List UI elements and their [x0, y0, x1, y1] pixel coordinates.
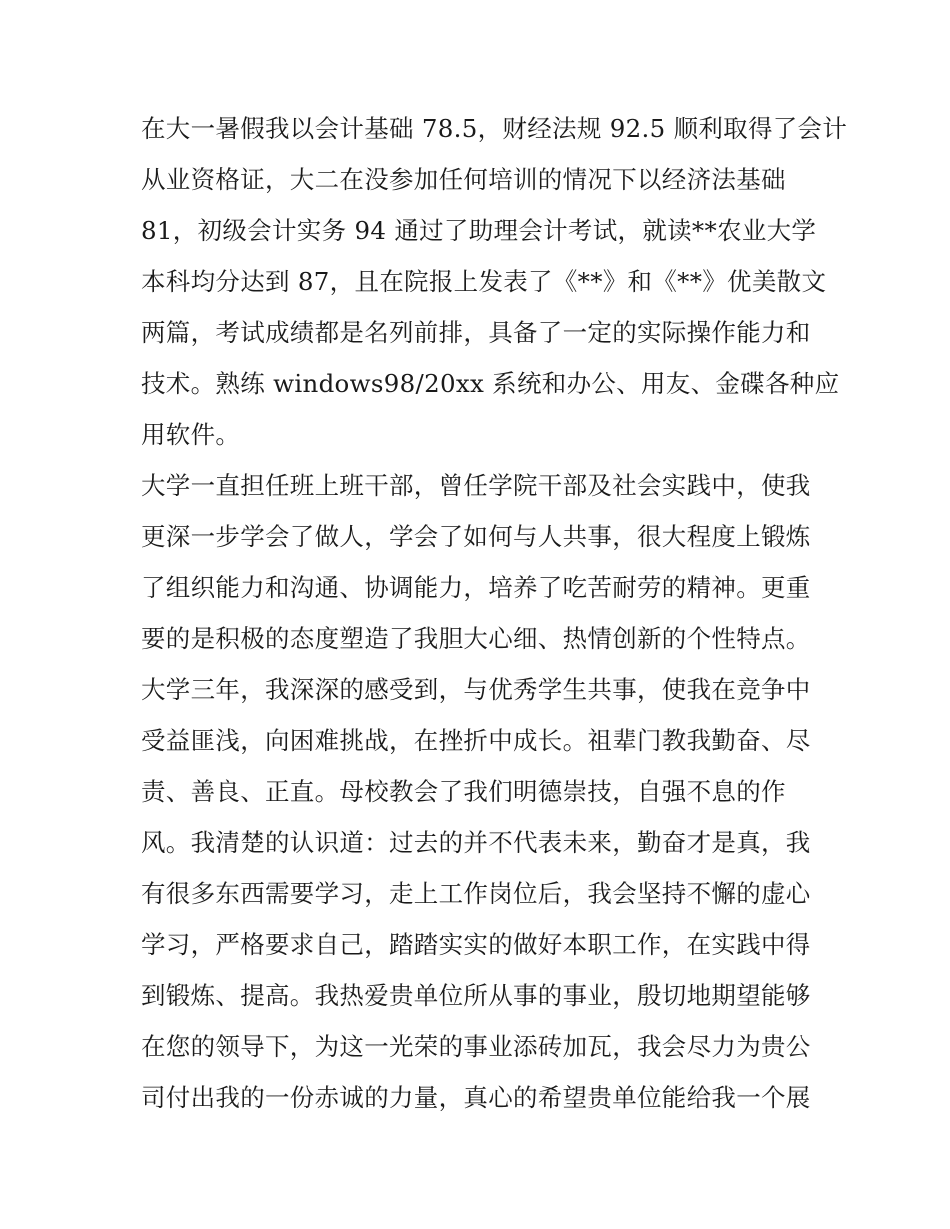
text-line: 了组织能力和沟通、协调能力，培养了吃苦耐劳的精神。更重 [141, 573, 811, 602]
text-line: 责、善良、正直。母校教会了我们明德崇技，自强不息的作 [141, 777, 786, 806]
text-line: 在您的领导下，为这一光荣的事业添砖加瓦，我会尽力为贵公 [141, 1032, 811, 1061]
text-line: 用软件。 [141, 420, 241, 449]
text-line: 大学一直担任班上班干部，曾任学院干部及社会实践中，使我 [141, 471, 811, 500]
text-line: 从业资格证，大二在没参加任何培训的情况下以经济法基础 [141, 165, 786, 194]
body-text [141, 103, 848, 1123]
text-line: 本科均分达到 87，且在院报上发表了《**》和《**》优美散文 [141, 267, 827, 296]
text-line: 要的是积极的态度塑造了我胆大心细、热情创新的个性特点。 [141, 624, 811, 653]
text-line: 学习，严格要求自己，踏踏实实的做好本职工作，在实践中得 [141, 930, 811, 959]
text-line: 受益匪浅，向困难挑战，在挫折中成长。祖辈门教我勤奋、尽 [141, 726, 811, 755]
text-line: 81，初级会计实务 94 通过了助理会计考试，就读**农业大学 [141, 216, 817, 245]
text-line: 技术。熟练 windows98/20xx 系统和办公、用友、金碟各种应 [141, 369, 840, 398]
text-line: 更深一步学会了做人，学会了如何与人共事，很大程度上锻炼 [141, 522, 811, 551]
text-line: 大学三年，我深深的感受到，与优秀学生共事，使我在竞争中 [141, 675, 811, 704]
text-line: 在大一暑假我以会计基础 78.5，财经法规 92.5 顺利取得了会计 [141, 114, 848, 143]
text-line: 有很多东西需要学习，走上工作岗位后，我会坚持不懈的虚心 [141, 879, 811, 908]
text-line: 风。我清楚的认识道：过去的并不代表未来，勤奋才是真，我 [141, 828, 811, 857]
text-line: 两篇，考试成绩都是名列前排，具备了一定的实际操作能力和 [141, 318, 811, 347]
text-line: 到锻炼、提高。我热爱贵单位所从事的事业，殷切地期望能够 [141, 981, 811, 1010]
text-line: 司付出我的一份赤诚的力量，真心的希望贵单位能给我一个展 [141, 1083, 811, 1112]
